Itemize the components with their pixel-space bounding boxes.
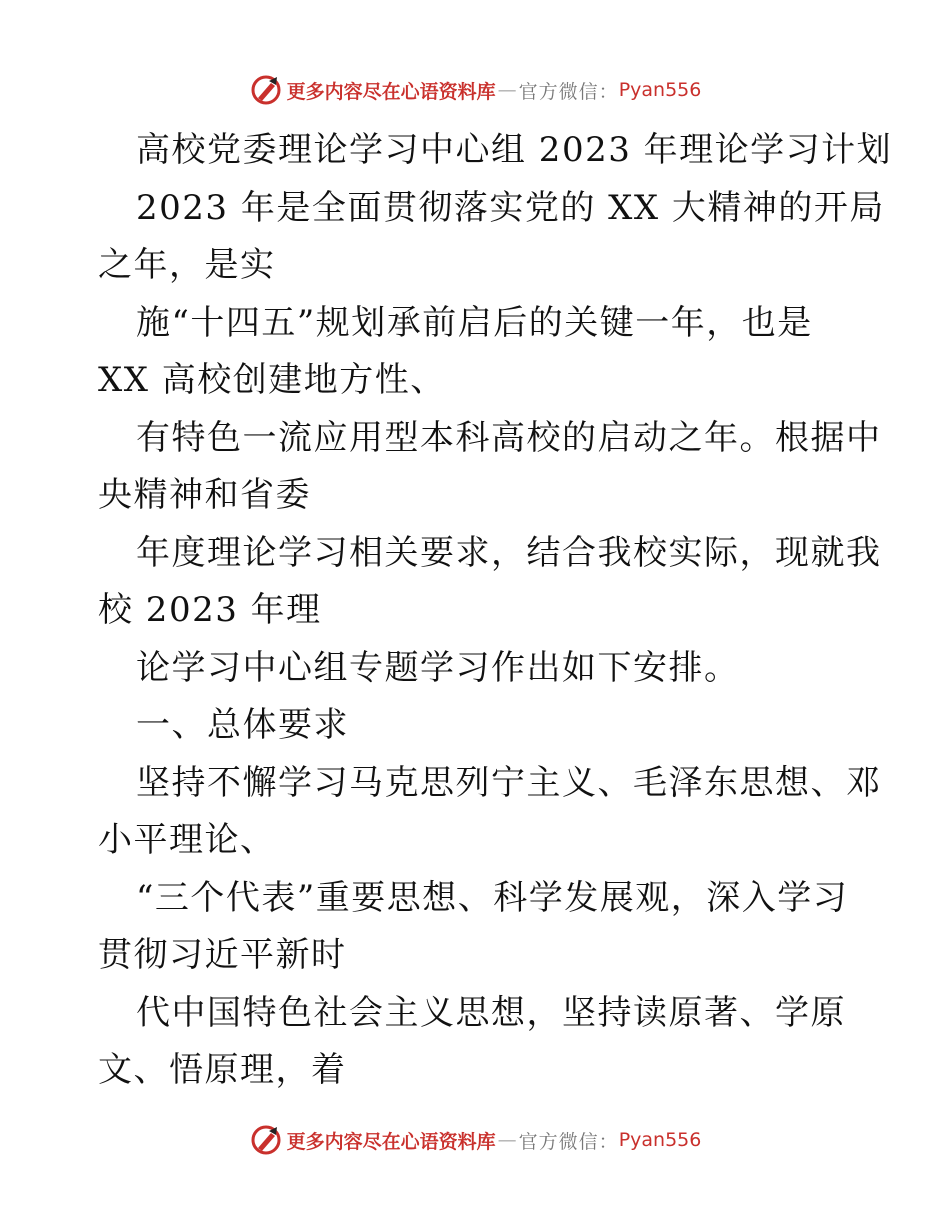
paragraph-line: 贯彻习近平新时	[98, 935, 347, 975]
paragraph-line: 校 2023 年理	[98, 590, 322, 630]
paragraph-line: 高校党委理论学习中心组 2023 年理论学习计划	[136, 130, 893, 170]
watermark-wechat-id: Pyan556	[618, 79, 702, 101]
paragraph-line: 代中国特色社会主义思想，坚持读原著、学原	[136, 992, 846, 1033]
header-watermark	[0, 70, 950, 110]
watermark-wechat-id: Pyan556	[618, 1129, 702, 1151]
footer-watermark	[0, 1120, 950, 1160]
watermark-wechat-label: 官方微信：	[518, 1130, 619, 1153]
pen-logo-icon	[249, 1123, 283, 1157]
paragraph-line: 央精神和省委	[98, 475, 311, 515]
pen-logo-icon	[249, 73, 283, 107]
paragraph-line: 之年，是实	[98, 245, 276, 285]
paragraph-line: 小平理论、	[98, 820, 276, 860]
paragraph-line: 一、总体要求	[136, 705, 349, 745]
paragraph-line: 论学习中心组专题学习作出如下安排。	[136, 647, 740, 688]
watermark-main-text: 更多内容尽在心语资料库	[286, 1130, 496, 1153]
watermark-wechat-label: 官方微信：	[518, 80, 619, 103]
watermark-dash: —	[497, 1129, 517, 1151]
paragraph-line: 年度理论学习相关要求，结合我校实际，现就我	[136, 532, 882, 573]
paragraph-line: 文、悟原理，着	[98, 1050, 347, 1090]
watermark-main-text: 更多内容尽在心语资料库	[286, 80, 496, 103]
paragraph-line: 2023 年是全面贯彻落实党的 XX 大精神的开局	[136, 187, 885, 228]
paragraph-line: 坚持不懈学习马克思列宁主义、毛泽东思想、邓	[136, 762, 882, 803]
paragraph-line: XX 高校创建地方性、	[98, 360, 446, 400]
watermark-dash: —	[497, 79, 517, 101]
paragraph-line: 施“十四五”规划承前启后的关键一年，也是	[136, 302, 813, 343]
paragraph-line: 有特色一流应用型本科高校的启动之年。根据中	[136, 417, 882, 458]
document-body	[98, 122, 893, 1100]
paragraph-line: “三个代表”重要思想、科学发展观，深入学习	[136, 877, 849, 918]
